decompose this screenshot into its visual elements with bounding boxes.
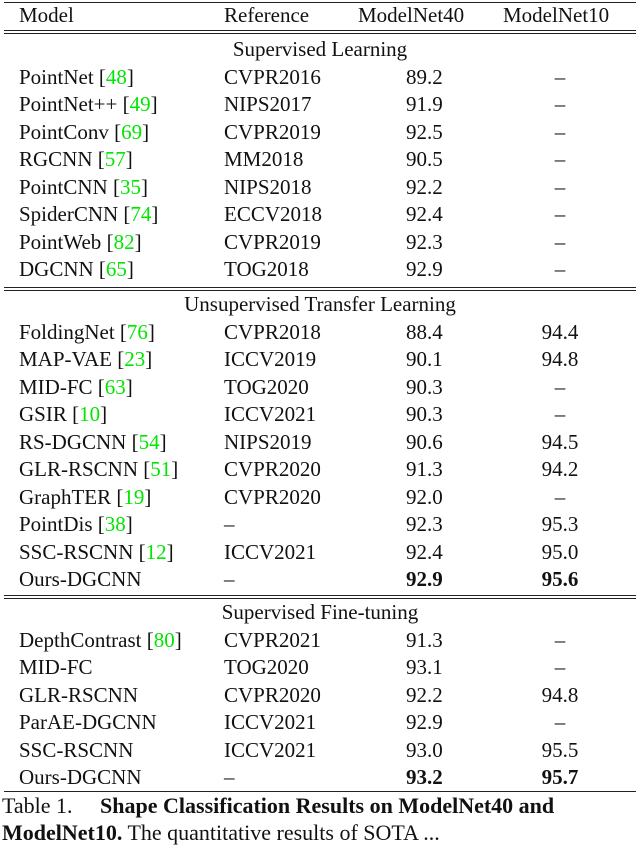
modelnet40-cell: 91.3 <box>406 457 443 481</box>
model-cell <box>19 654 93 681</box>
modelnet40-cell: 93.0 <box>406 737 443 762</box>
model-name: MID-FC <box>19 655 93 679</box>
header-modelnet40: ModelNet40 <box>358 3 465 27</box>
citation-link[interactable]: 23 <box>124 347 146 371</box>
modelnet10-cell: 94.8 <box>541 682 579 707</box>
reference-cell: – <box>224 512 235 536</box>
model-cell: RGCNN [57] <box>19 147 133 171</box>
reference-cell: CVPR2018 <box>224 319 321 344</box>
model-cell: DGCNN [65] <box>19 257 134 281</box>
modelnet40-cell: 92.9 <box>406 257 443 281</box>
citation-link[interactable]: 10 <box>79 402 101 426</box>
table-row <box>0 709 640 736</box>
section-double-rule-top <box>4 595 636 596</box>
modelnet10-cell: – <box>554 627 566 652</box>
citation-link[interactable]: 48 <box>105 64 127 89</box>
modelnet10-cell: 95.3 <box>541 512 579 536</box>
model-name: PointNet <box>19 64 94 89</box>
model-cell: DepthContrast [80] <box>19 627 182 652</box>
modelnet10-cell: 94.5 <box>541 429 579 454</box>
table-row <box>0 319 640 346</box>
table-row <box>0 654 640 681</box>
model-name: FoldingNet <box>19 319 115 344</box>
citation-link[interactable]: 12 <box>145 539 167 564</box>
model-cell: PointNet [48] <box>19 64 134 89</box>
modelnet40-cell: 92.4 <box>406 202 443 226</box>
citation-link[interactable]: 74 <box>130 202 152 226</box>
citation-link[interactable]: 49 <box>129 92 151 116</box>
model-cell: PointConv [69] <box>19 119 150 144</box>
model-name: SpiderCNN <box>19 202 119 226</box>
header-double-rule-top <box>4 30 636 31</box>
reference-cell: CVPR2020 <box>224 484 321 509</box>
modelnet40-cell: 92.3 <box>406 512 443 536</box>
modelnet40-cell: 93.2 <box>406 765 443 789</box>
modelnet40-cell: 92.3 <box>406 229 443 254</box>
modelnet10-cell: 94.8 <box>541 347 579 371</box>
modelnet40-cell: 90.3 <box>406 402 443 426</box>
modelnet40-cell: 89.2 <box>406 64 443 89</box>
reference-cell: CVPR2019 <box>224 229 321 254</box>
modelnet40-cell: 92.2 <box>406 174 443 199</box>
model-name: GLR-RSCNN <box>19 457 139 481</box>
reference-cell: TOG2020 <box>224 655 309 679</box>
reference-cell: CVPR2020 <box>224 682 321 707</box>
modelnet40-cell: 92.4 <box>406 539 443 564</box>
reference-cell: – <box>224 567 235 591</box>
citation-link[interactable]: 82 <box>113 229 135 254</box>
reference-cell: ECCV2018 <box>224 202 323 226</box>
modelnet40-cell: 92.0 <box>406 484 443 509</box>
modelnet40-cell: 88.4 <box>406 319 443 344</box>
section-title: Supervised Fine-tuning <box>221 600 419 624</box>
section-title: Supervised Learning <box>232 37 408 61</box>
modelnet10-cell: – <box>554 147 566 171</box>
reference-cell: NIPS2017 <box>224 92 312 116</box>
header-double-rule-bottom <box>4 33 636 34</box>
citation-link[interactable]: 63 <box>104 374 126 399</box>
modelnet10-cell: – <box>554 710 566 734</box>
modelnet40-cell: 90.5 <box>406 147 443 171</box>
model-name: Ours-DGCNN <box>19 567 142 591</box>
modelnet10-cell: – <box>554 257 566 281</box>
model-cell: GSIR [10] <box>19 402 108 426</box>
caption-title: Shape Classification Results on ModelNet40 and <box>100 793 555 818</box>
model-cell <box>19 682 138 709</box>
table-row <box>0 456 640 483</box>
modelnet40-cell: 90.3 <box>406 374 443 399</box>
model-name: PointCNN <box>19 174 108 199</box>
model-cell <box>19 709 157 736</box>
modelnet10-cell: 94.4 <box>541 319 579 344</box>
table-row <box>0 682 640 709</box>
modelnet40-cell: 92.5 <box>406 119 443 144</box>
model-name: PointDis <box>19 512 93 536</box>
table-row <box>0 229 640 256</box>
modelnet10-cell: – <box>554 484 566 509</box>
modelnet10-cell: – <box>554 64 566 89</box>
table-row <box>0 91 640 118</box>
model-cell <box>19 566 142 593</box>
model-cell <box>19 764 142 791</box>
model-name: ParAE-DGCNN <box>19 710 157 734</box>
table-row <box>0 566 640 593</box>
model-name: DGCNN <box>19 257 94 281</box>
table-row <box>0 174 640 201</box>
modelnet10-cell: – <box>554 174 566 199</box>
reference-cell: TOG2018 <box>224 257 309 281</box>
model-name: MAP-VAE <box>19 347 112 371</box>
model-name: MID-FC <box>19 374 93 399</box>
model-cell: RS-DGCNN [54] <box>19 429 167 454</box>
citation-link[interactable]: 65 <box>105 257 127 281</box>
reference-cell: TOG2020 <box>224 374 309 399</box>
header-modelnet10: ModelNet10 <box>503 3 610 27</box>
table-row <box>0 374 640 401</box>
table-row <box>0 511 640 538</box>
table-header <box>0 2 640 29</box>
reference-cell: CVPR2020 <box>224 457 321 481</box>
citation-link[interactable]: 69 <box>121 119 143 144</box>
modelnet10-cell: – <box>554 655 566 679</box>
reference-cell: ICCV2021 <box>224 539 317 564</box>
table-row <box>0 429 640 456</box>
model-cell: GLR-RSCNN [51] <box>19 457 179 481</box>
model-name: GLR-RSCNN <box>19 682 139 707</box>
model-name: PointNet++ <box>19 92 118 116</box>
modelnet10-cell: – <box>554 229 566 254</box>
reference-cell: CVPR2021 <box>224 627 321 652</box>
citation-link[interactable]: 38 <box>104 512 126 536</box>
modelnet40-cell: 92.9 <box>406 710 443 734</box>
modelnet40-cell: 92.9 <box>406 567 443 591</box>
table-row <box>0 737 640 764</box>
reference-cell: ICCV2021 <box>224 737 317 762</box>
reference-cell: MM2018 <box>224 147 304 171</box>
model-name: RS-DGCNN <box>19 429 127 454</box>
table-caption <box>2 792 640 819</box>
table-row <box>0 146 640 173</box>
reference-cell: ICCV2021 <box>224 710 317 734</box>
caption-continuation: ModelNet10. The quantitative results of SOTA ... <box>2 820 440 845</box>
modelnet10-cell: – <box>554 119 566 144</box>
model-cell: PointWeb [82] <box>19 229 142 254</box>
citation-link[interactable]: 19 <box>123 484 145 509</box>
table-row <box>0 256 640 283</box>
citation-link[interactable]: 51 <box>150 457 172 481</box>
model-name: SSC-RSCNN <box>19 737 134 762</box>
table-row <box>0 484 640 511</box>
model-cell: MAP-VAE [23] <box>19 347 153 371</box>
modelnet10-cell: 95.5 <box>541 737 579 762</box>
reference-cell: NIPS2018 <box>224 174 312 199</box>
reference-cell: CVPR2019 <box>224 119 321 144</box>
model-cell: FoldingNet [76] <box>19 319 155 344</box>
table-row <box>0 346 640 373</box>
modelnet40-cell: 91.9 <box>406 92 443 116</box>
model-name: SSC-RSCNN <box>19 539 134 564</box>
section-double-rule-top <box>4 287 636 288</box>
model-name: PointConv <box>19 119 109 144</box>
model-cell <box>19 737 133 764</box>
reference-cell: ICCV2021 <box>224 402 317 426</box>
modelnet40-cell: 92.2 <box>406 682 443 707</box>
model-name: Ours-DGCNN <box>19 765 142 789</box>
table-row <box>0 764 640 791</box>
citation-link[interactable]: 80 <box>153 627 175 652</box>
model-name: RGCNN <box>19 147 93 171</box>
modelnet10-cell: 95.7 <box>541 765 579 789</box>
model-cell: PointDis [38] <box>19 512 133 536</box>
model-cell: SpiderCNN [74] <box>19 202 159 226</box>
citation-link[interactable]: 76 <box>126 319 148 344</box>
modelnet10-cell: – <box>554 402 566 426</box>
model-cell: PointNet++ [49] <box>19 92 158 116</box>
model-cell: PointCNN [35] <box>19 174 148 199</box>
modelnet40-cell: 90.1 <box>406 347 443 371</box>
model-name: PointWeb <box>19 229 102 254</box>
reference-cell: ICCV2019 <box>224 347 317 371</box>
model-cell: MID-FC [63] <box>19 374 133 399</box>
section-title: Unsupervised Transfer Learning <box>184 292 456 316</box>
reference-cell: NIPS2019 <box>224 429 312 454</box>
modelnet10-cell: – <box>554 202 566 226</box>
table-row <box>0 64 640 91</box>
modelnet10-cell: 95.6 <box>541 567 579 591</box>
model-name: GraphTER <box>19 484 112 509</box>
caption-label: Table 1. <box>2 793 73 818</box>
modelnet40-cell: 90.6 <box>406 429 443 454</box>
citation-link[interactable]: 57 <box>104 147 126 171</box>
header-reference: Reference <box>224 3 310 27</box>
reference-cell: CVPR2016 <box>224 64 321 89</box>
citation-link[interactable]: 35 <box>119 174 141 199</box>
model-name: GSIR <box>19 402 67 426</box>
table-row <box>0 401 640 428</box>
modelnet40-cell: 93.1 <box>406 655 443 679</box>
table-row <box>0 119 640 146</box>
model-cell: SSC-RSCNN [12] <box>19 539 174 564</box>
model-cell: GraphTER [19] <box>19 484 152 509</box>
modelnet10-cell: – <box>554 374 566 399</box>
model-name: DepthContrast <box>19 627 142 652</box>
modelnet40-cell: 91.3 <box>406 627 443 652</box>
modelnet10-cell: 94.2 <box>541 457 579 481</box>
reference-cell: – <box>224 765 235 789</box>
table-row <box>0 201 640 228</box>
table-row <box>0 539 640 566</box>
citation-link[interactable]: 54 <box>138 429 160 454</box>
modelnet10-cell: – <box>554 92 566 116</box>
table-row <box>0 627 640 654</box>
header-model: Model <box>19 3 74 27</box>
modelnet10-cell: 95.0 <box>541 539 579 564</box>
